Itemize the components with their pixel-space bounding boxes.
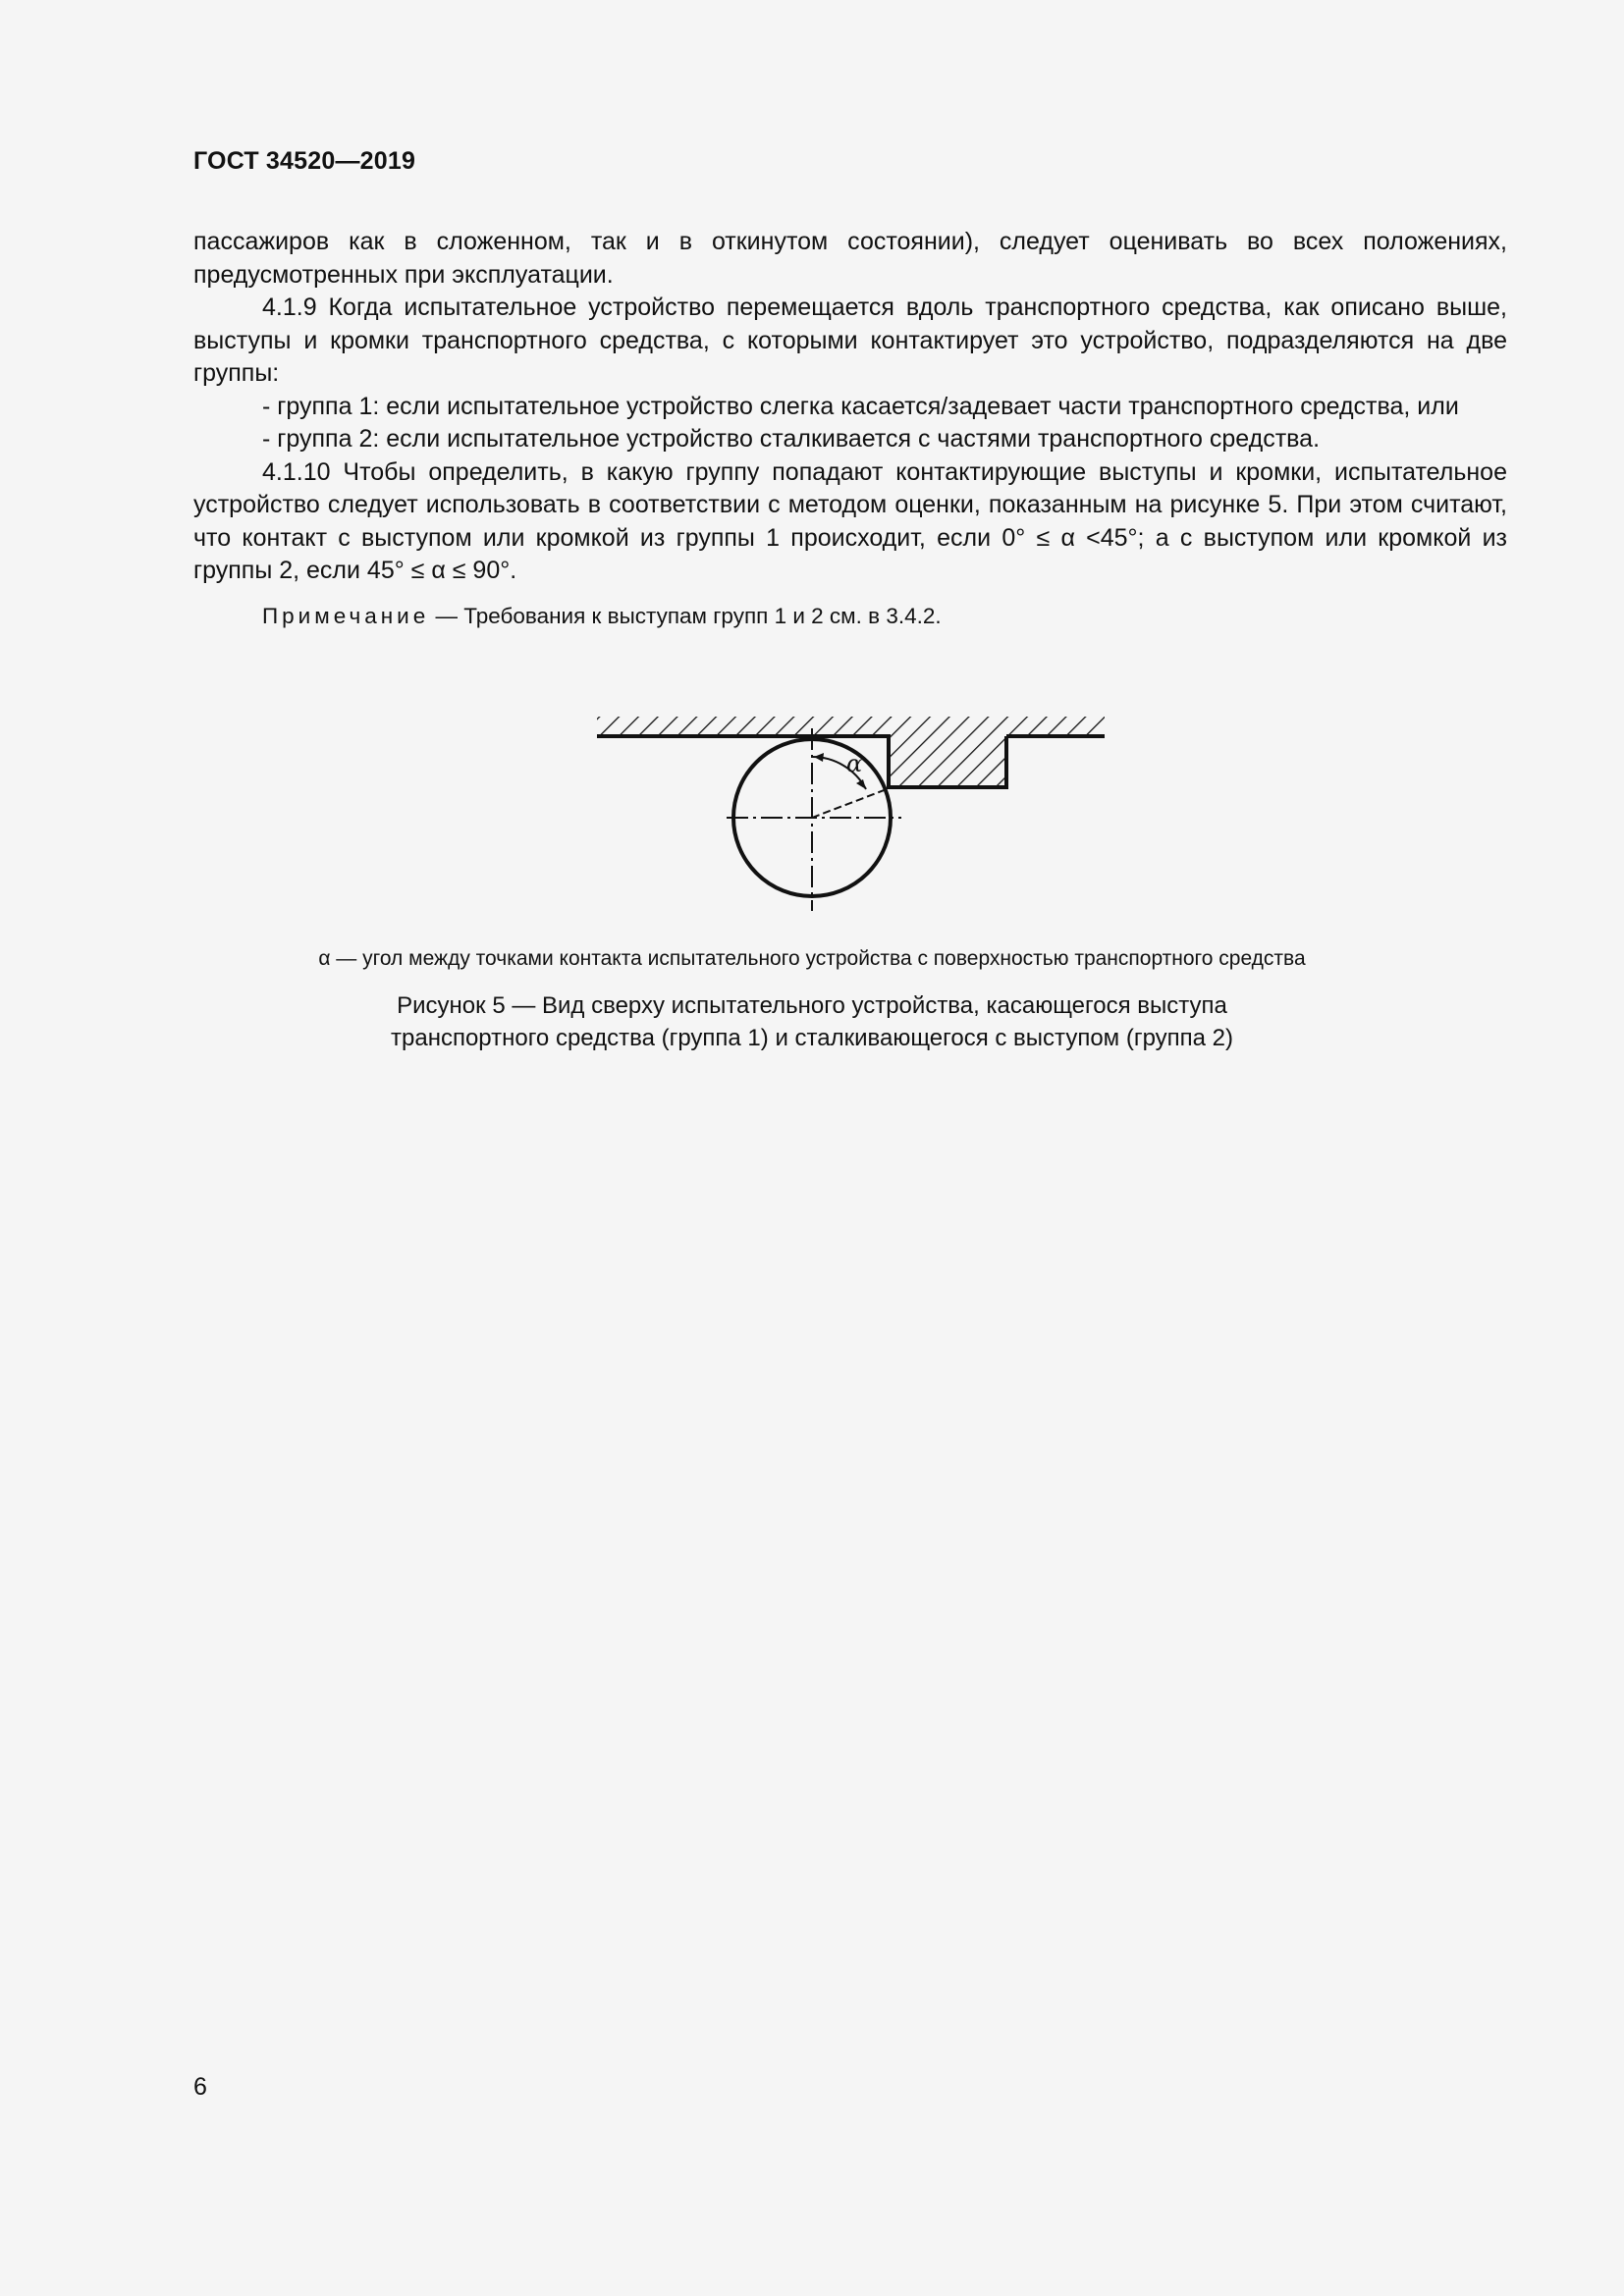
figure-legend: α — угол между точками контакта испытательного устройства с поверхностью транспортного средства [318,947,1306,970]
paragraph-4-1-9: 4.1.9 Когда испытательное устройство перемещается вдоль транспортного средства, как описано выше, выступы и кромки транспортного средства, с которыми контактирует это устройство, подразделяются на две группы: [193,294,1507,387]
vehicle-surface-hatching [597,717,1105,735]
list-item-group-2: - группа 2: если испытательное устройство сталкивается с частями транспортного средства. [262,425,1321,453]
document-header: ГОСТ 34520—2019 [193,147,416,175]
contact-radius-line [812,789,887,818]
note-text: — Требования к выступам групп 1 и 2 см. в 3.4.2. [429,603,942,628]
note-label: Примечание [262,603,430,628]
list-item-group-1: - группа 1: если испытательное устройство слегка касается/задевает части транспортного средства, или [262,392,1459,420]
protrusion-hatching [891,717,1006,787]
caption-line-1: Рисунок 5 — Вид сверху испытательного устройства, касающегося выступа [397,992,1227,1019]
angle-arrow-head [856,779,866,789]
page-number: 6 [193,2073,207,2101]
paragraph-continuation: пассажиров как в сложенном, так и в откинутом состоянии), следует оценивать во всех положениях, предусмотренных при эксплуатации. [193,228,1507,289]
caption-line-2: транспортного средства (группа 1) и сталкивающегося с выступом (группа 2) [391,1025,1233,1051]
note [193,600,1507,633]
alpha-label: α [846,750,863,777]
figure-5-diagram [589,707,1119,923]
paragraph-4-1-10: 4.1.10 Чтобы определить, в какую группу попадают контактирующие выступы и кромки, испытательное устройство следует использовать в соответствии с методом оценки, показанным на рисунке 5. При этом считают, что контакт с выступом или кромкой из группы 1 происходит, если 0° ≤ α <45°; а с выступом или кромкой из группы 2, если 45° ≤ α ≤ 90°. [193,457,1507,584]
body-text [193,226,1507,632]
figure-caption [0,989,1624,1054]
